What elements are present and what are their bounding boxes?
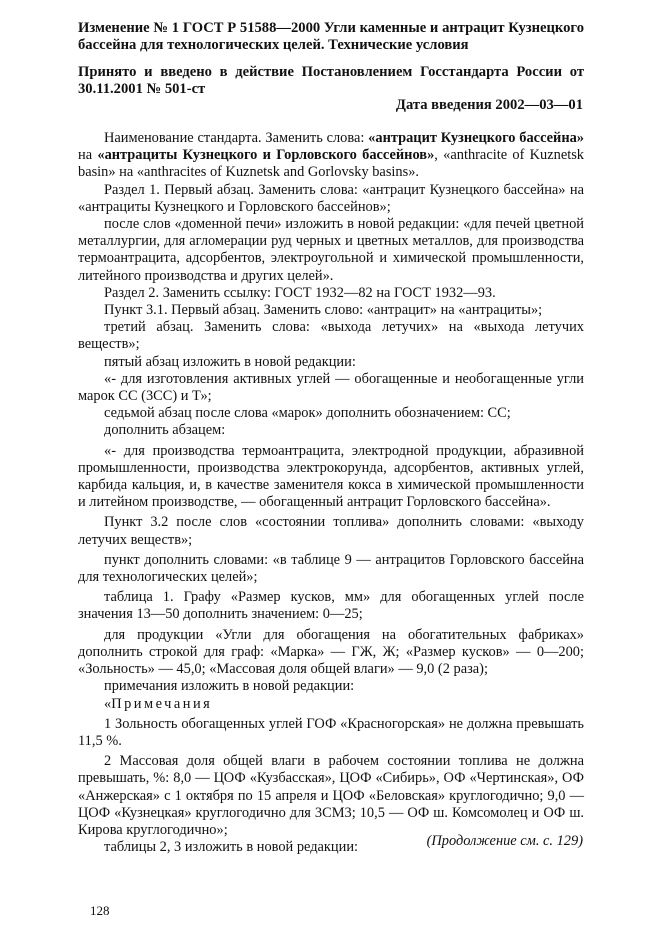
amendment-title: Изменение № 1 ГОСТ Р 51588—2000 Угли каменные и антрацит Кузнецкого бассейна для технологических целей. Технические условия	[78, 20, 584, 53]
paragraph: таблицы 2, 3 изложить в новой редакции:	[104, 839, 359, 856]
text-span: , «anthracite of Kuznetsk basin» на «anthracites of Kuznetsk and Gorlovsky basins».	[78, 147, 584, 181]
paragraph: Раздел 2. Заменить ссылку: ГОСТ 1932—82 на ГОСТ 1932—93.	[104, 284, 496, 301]
paragraph: после слов «доменной печи» изложить в новой редакции: «для печей цветной металлургии, для агломерации руд черных и цветных металлов, для производства термоантрацита, адсорбентов, электроугольной и химической промышленности, литейного производства и других целей».	[78, 216, 584, 284]
paragraph: «- для производства термоантрацита, электродной продукции, абразивной промышленности, производства электрокорунда, адсорбентов, активных углей, карбида кальция, и, в качестве заменителя кокса в химической промышленности и литейном производстве, — обогащенный антрацит Горловского бассейна».	[78, 442, 584, 511]
text-span: на	[78, 147, 98, 164]
paragraph: третий абзац. Заменить слова: «выхода летучих» на «выхода летучих веществ»;	[78, 319, 584, 353]
effective-date: Дата введения 2002—03—01	[395, 97, 583, 113]
paragraph: дополнить абзацем:	[104, 422, 226, 439]
notes-label: Примечания	[111, 695, 213, 712]
adoption-statement: Принято и введено в действие Постановлением Госстандарта России от 30.11.2001 № 501-ст	[78, 64, 584, 97]
paragraph: пункт дополнить словами: «в таблице 9 — антрацитов Горловского бассейна для технологических целей»;	[78, 551, 584, 586]
bold-text: «антрацит Кузнецкого бассейна»	[368, 130, 584, 146]
notes-heading	[78, 696, 584, 713]
paragraph: примечания изложить в новой редакции:	[104, 678, 355, 695]
continuation-note: (Продолжение см. с. 129)	[426, 833, 583, 849]
document-body	[78, 130, 584, 856]
paragraph: пятый абзац изложить в новой редакции:	[104, 353, 356, 370]
paragraph: для продукции «Угли для обогащения на обогатительных фабриках» дополнить строкой для граф: «Марка» — ГЖ, Ж; «Размер кусков» — 0—200; «Зольность» — 45,0; «Массовая доля общей влаги» — 9,0 (2 раза);	[78, 626, 584, 678]
open-quote: «	[104, 695, 112, 712]
note-item: 2 Массовая доля общей влаги в рабочем состоянии топлива не должна превышать, %: 8,0 — ЦОФ «Кузбасская», ЦОФ «Сибирь», ОФ «Чертинская», ОФ «Анжерская» с 1 октября по 15 апреля и ЦОФ «Беловская» круглогодично; 9,0 — ЦОФ «Кузнецкая» круглогодично для 3СМ3; 10,5 — ОФ ш. Комсомолец и ОФ ш. Кирова круглогодично»;	[78, 753, 584, 838]
text-span: Наименование стандарта. Заменить слова:	[104, 130, 369, 146]
paragraph: Раздел 1. Первый абзац. Заменить слова: «антрацит Кузнецкого бассейна» на «антрациты Кузнецкого и Горловского бассейнов»;	[78, 181, 584, 215]
paragraph: седьмой абзац после слова «марок» дополнить обозначением: СС;	[104, 405, 511, 422]
paragraph: Пункт 3.2 после слов «состоянии топлива» дополнить словами: «выходу летучих веществ»;	[78, 514, 584, 548]
document-header	[78, 20, 584, 98]
paragraph: таблица 1. Графу «Размер кусков, мм» для обогащенных углей после значения 13—50 дополнить значением: 0—25;	[78, 589, 584, 623]
note-item: 1 Зольность обогащенных углей ГОФ «Красногорская» не должна превышать 11,5 %.	[78, 715, 584, 749]
paragraph: «- для изготовления активных углей — обогащенные и необогащенные угли марок СС (3СС) и Т»;	[78, 370, 584, 405]
bold-text: «антрациты Кузнецкого и Горловского бассейнов»	[97, 147, 435, 164]
paragraph	[78, 130, 584, 182]
page-number: 128	[90, 903, 110, 918]
paragraph: Пункт 3.1. Первый абзац. Заменить слово: «антрацит» на «антрациты»;	[104, 302, 543, 319]
